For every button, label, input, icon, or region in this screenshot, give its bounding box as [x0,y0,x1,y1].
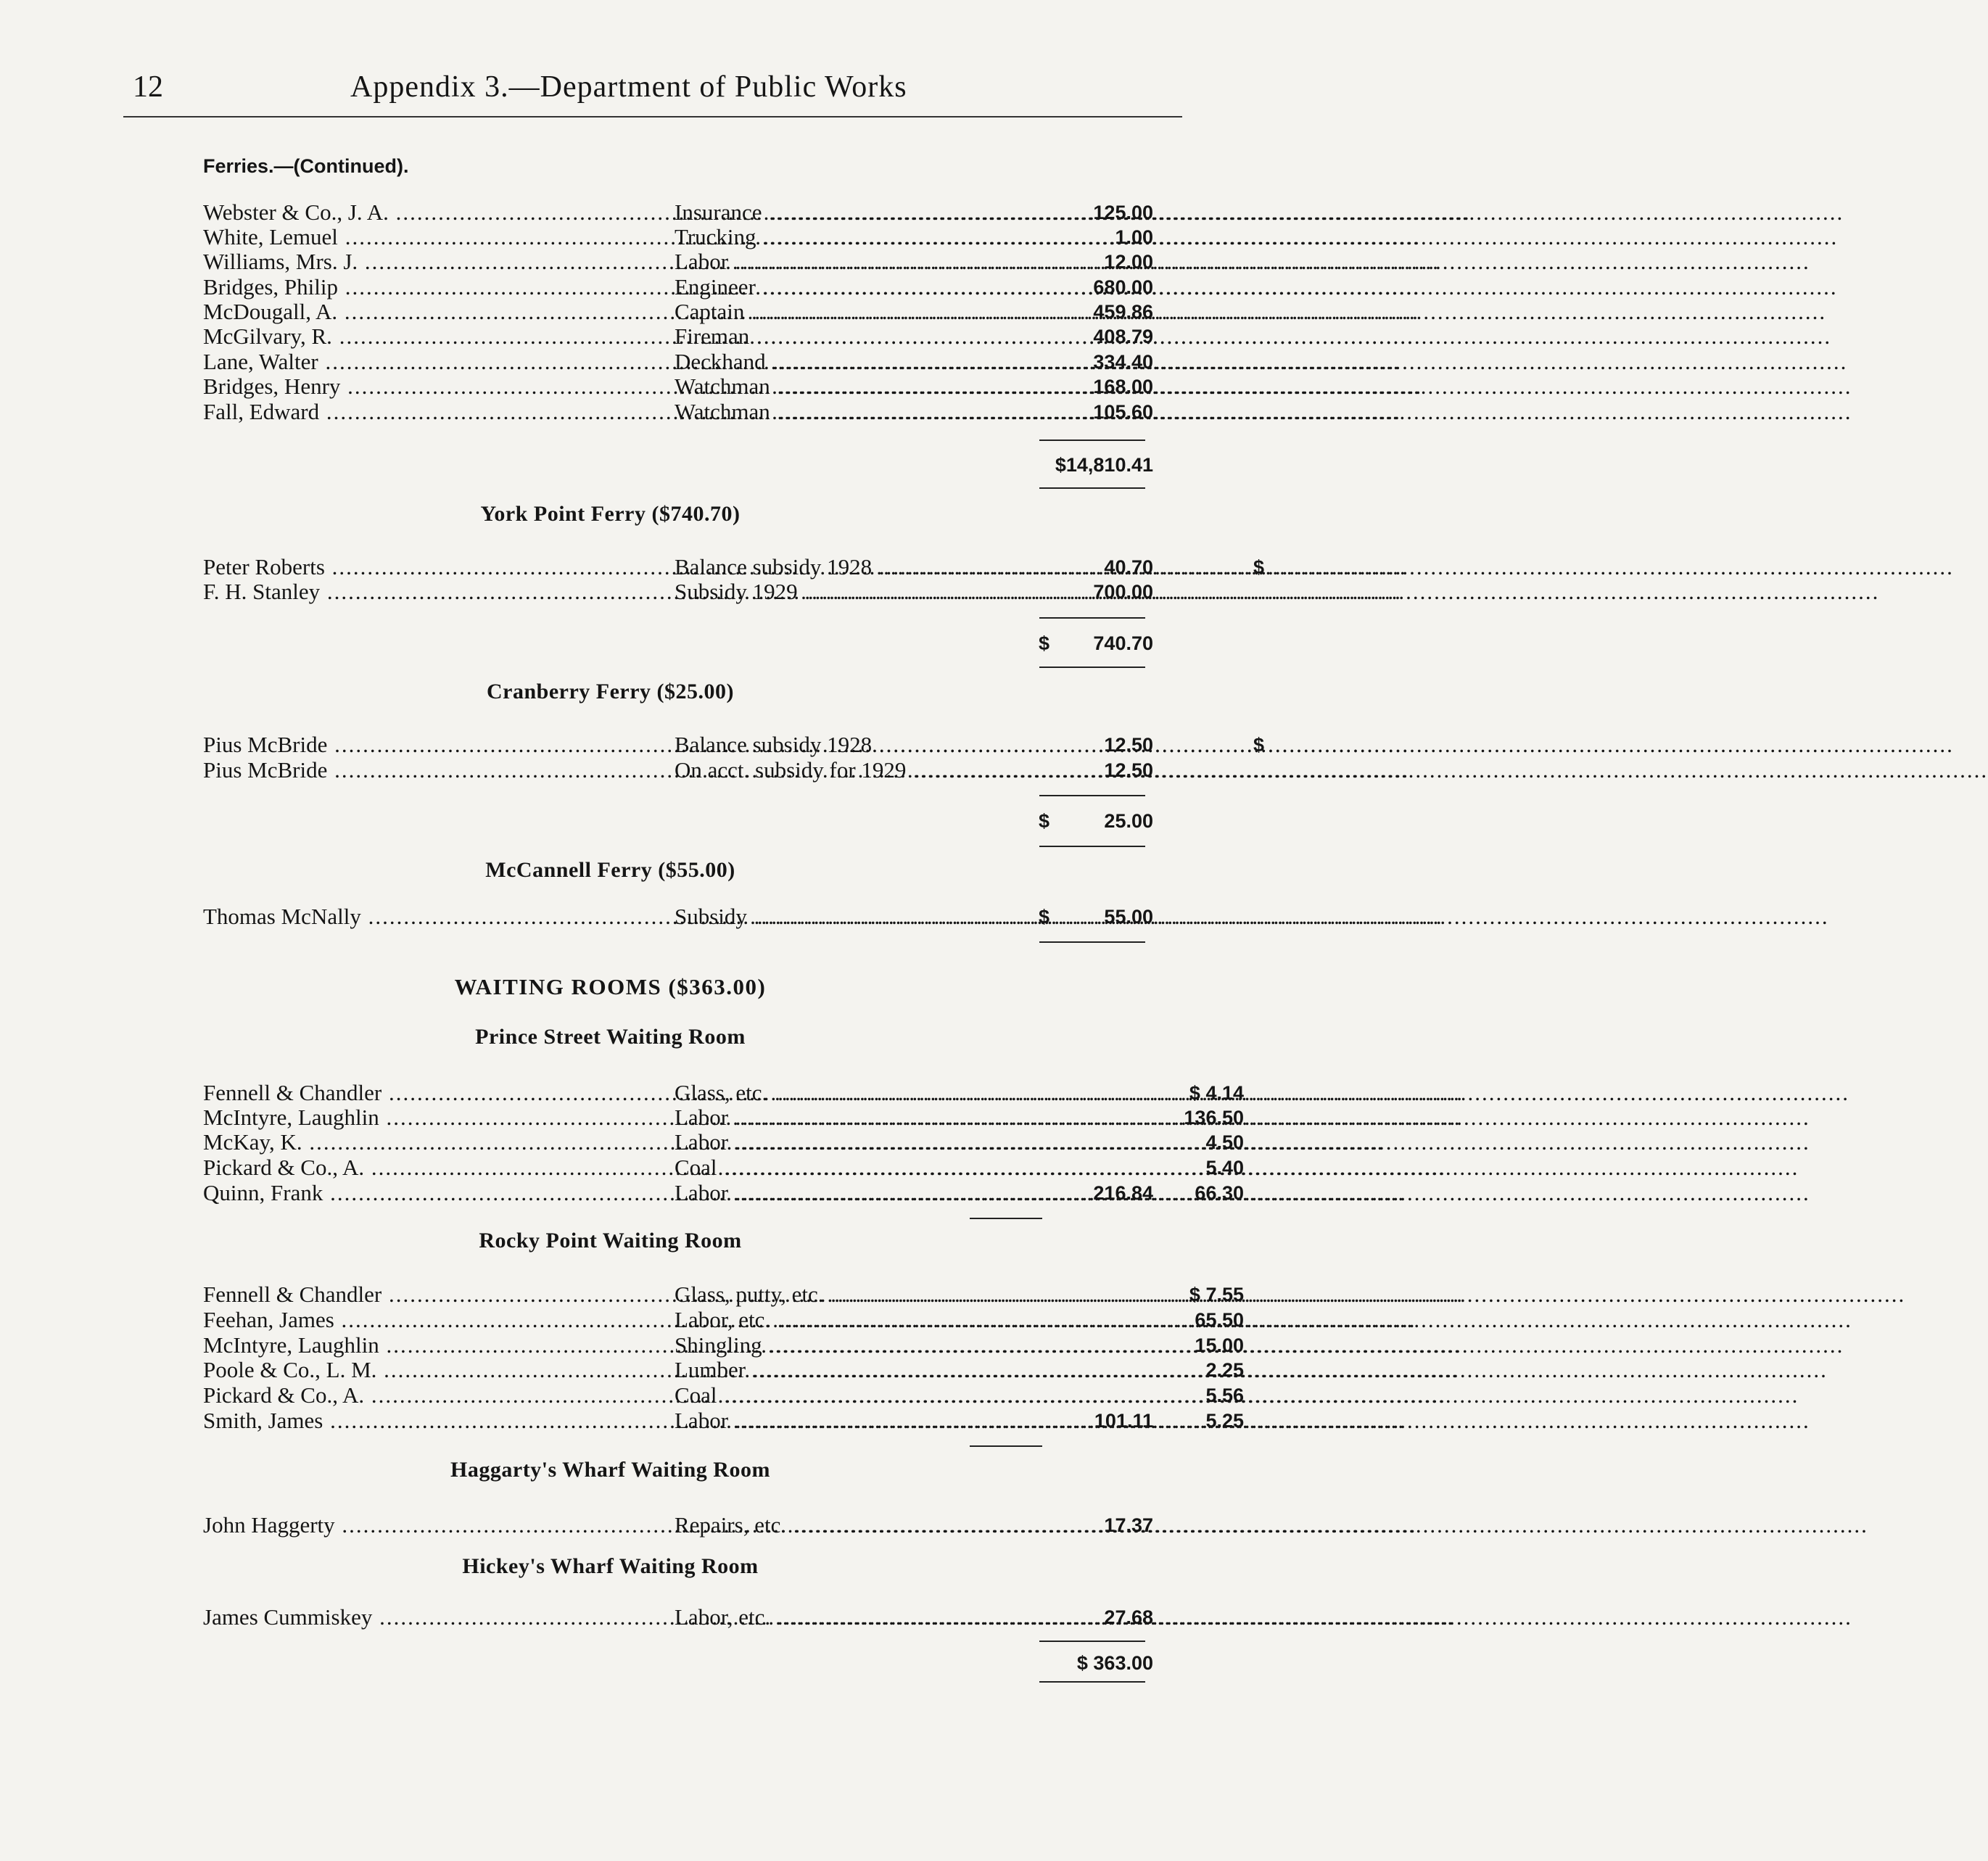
payee-name: McGilvary, R. ..... [203,323,675,350]
table-row [203,298,1153,326]
total-rule [1039,667,1145,668]
heading-mccannell-ferry: McCannell Ferry ($55.00) [485,858,735,882]
payee-name: McDougall, A. ..... [203,298,675,326]
table-row [203,1281,1244,1308]
section-total [203,630,1153,657]
expense-item: Balance subsidy 1928 ..... [675,731,1240,759]
payee-name: McIntyre, Laughlin ..... [203,1332,675,1359]
payee-name: McIntyre, Laughlin ..... [203,1104,675,1131]
payee-name: Fennell & Chandler ..... [203,1079,675,1107]
expense-item: Subsidy 1929 ..... [675,578,1240,606]
payee-name: Pius McBride ..... [203,731,675,759]
table-row [203,731,1265,759]
table-row [203,1332,1244,1359]
expense-item: Insurance ..... [675,199,1240,226]
expense-item: On acct. subsidy for 1929 ..... [675,756,1240,784]
payee-name: Fall, Edward ..... [203,398,675,426]
expense-item: Labor, etc. ..... [675,1306,1153,1334]
page-title: Appendix 3.—Department of Public Works [350,70,907,104]
table-row [203,553,1265,581]
payee-name: Quinn, Frank ..... [203,1179,675,1207]
currency-sign: $ [1253,556,1265,578]
heading-hickeys-wharf-waiting-room: Hickey's Wharf Waiting Room [462,1554,759,1578]
page-number: 12 [133,70,163,104]
expense-item: Deckhand ..... [675,348,1240,376]
subtotal-amount: 101.11 [1094,1410,1153,1432]
table-row [203,1128,1244,1156]
expense-item: Lumber ..... [675,1356,1153,1384]
amount: 408.79 [1093,326,1153,347]
table-row [203,1407,1244,1435]
table-row [203,903,1153,930]
table-row [203,1306,1244,1334]
table-row [203,1104,1244,1131]
table-row [203,1179,1244,1207]
section-total [203,1649,1153,1677]
amount: 168.00 [1093,376,1153,397]
heading-york-point-ferry: York Point Ferry ($740.70) [480,502,741,526]
total-rule [1039,846,1145,847]
table-row [203,1511,1153,1539]
table-row [203,1356,1244,1384]
amount: 700.00 [1093,581,1153,603]
table-row [203,373,1153,400]
payee-name: Bridges, Henry ..... [203,373,675,400]
expense-item: Watchman ..... [675,373,1240,400]
payee-name: Pickard & Co., A. ..... [203,1154,675,1181]
expense-item: Labor ..... [675,1407,1153,1435]
total-rule [1039,617,1145,619]
amount: 1.00 [1115,226,1153,248]
item-amount: 65.50 [1195,1309,1244,1331]
heading-cranberry-ferry: Cranberry Ferry ($25.00) [486,680,735,703]
currency-sign: $ [1253,734,1265,756]
table-row [203,199,1153,226]
heading-haggartys-wharf-waiting-room: Haggarty's Wharf Waiting Room [450,1458,770,1482]
payee-name: Thomas McNally ..... [203,903,675,930]
total-rule [1039,941,1145,943]
table-row [203,223,1153,251]
subtotal-rule [970,1445,1042,1447]
item-amount: $ 4.14 [1189,1082,1244,1104]
expense-item: Balance subsidy 1928 ..... [675,553,1240,581]
section-total [203,451,1153,479]
amount: 680.00 [1093,276,1153,298]
payee-name: John Haggerty ..... [203,1511,675,1539]
item-amount: 5.25 [1205,1410,1244,1432]
payee-name: James Cummiskey ..... [203,1604,675,1631]
total-rule [1039,1641,1145,1642]
item-amount: 5.40 [1205,1157,1244,1179]
expense-item: Captain ..... [675,298,1240,326]
amount: 55.00 [1104,906,1153,928]
table-row [203,1604,1153,1631]
currency-sign: $ [1039,632,1050,654]
table-row [203,578,1153,606]
total-rule [1039,487,1145,489]
expense-item: Watchman ..... [675,398,1240,426]
expense-item: Trucking ..... [675,223,1240,251]
expense-item: Shingling ..... [675,1332,1153,1359]
item-amount: 2.25 [1205,1359,1244,1381]
payee-name: Pickard & Co., A. ..... [203,1382,675,1409]
amount: 105.60 [1093,401,1153,423]
total-rule [1039,1681,1145,1683]
subtotal-amount: 27.68 [1104,1606,1153,1628]
payee-name: Pius McBride ..... [203,756,675,784]
header-rule [123,116,1182,117]
expense-item: Subsidy ..... [675,903,1240,930]
expense-item: Glass, putty, etc. ..... [675,1281,1153,1308]
payee-name: Smith, James ..... [203,1407,675,1435]
running-head [133,70,1170,120]
expense-item: Coal ..... [675,1154,1153,1181]
table-row [203,248,1153,276]
currency-sign: $ [1039,810,1050,832]
expense-item: Labor ..... [675,1104,1153,1131]
amount: 12.00 [1104,251,1153,273]
expense-item: Engineer ..... [675,273,1240,301]
expense-item: Labor ..... [675,1128,1153,1156]
heading-prince-street-waiting-room: Prince Street Waiting Room [475,1025,746,1049]
total-rule [1039,795,1145,796]
amount: 12.50 [1104,734,1153,756]
amount: 12.50 [1104,759,1153,781]
table-row [203,1079,1244,1107]
expense-item: Glass, etc. ..... [675,1079,1153,1107]
table-row [203,273,1153,301]
payee-name: Bridges, Philip ..... [203,273,675,301]
amount: 459.86 [1093,301,1153,323]
currency-sign: $ [1039,906,1050,928]
expense-item: Fireman ..... [675,323,1240,350]
expense-item: Labor, etc. ..... [675,1604,1240,1631]
item-amount: 66.30 [1195,1182,1244,1204]
payee-name: Feehan, James ..... [203,1306,675,1334]
payee-name: Webster & Co., J. A. ..... [203,199,675,226]
expense-item: Labor ..... [675,1179,1153,1207]
table-row [203,348,1153,376]
table-row [203,1382,1244,1409]
payee-name: Lane, Walter ..... [203,348,675,376]
item-amount: 4.50 [1205,1131,1244,1153]
payee-name: McKay, K. ..... [203,1128,675,1156]
expense-item: Repairs, etc. ..... [675,1511,1240,1539]
expense-item: Coal ..... [675,1382,1153,1409]
heading-rocky-point-waiting-room: Rocky Point Waiting Room [479,1229,742,1253]
total-amount: $ 363.00 [1076,1652,1153,1674]
expense-item: Labor ..... [675,248,1240,276]
section-label-ferries-continued: Ferries.—(Continued). [203,155,409,177]
table-row [203,1154,1244,1181]
subtotal-amount: 216.84 [1093,1182,1153,1204]
total-amount: $14,810.41 [1055,454,1153,476]
amount: 334.40 [1093,351,1153,373]
table-row [203,323,1153,350]
payee-name: Peter Roberts ..... [203,553,675,581]
payee-name: F. H. Stanley ..... [203,578,675,606]
subtotal-amount: 17.37 [1104,1514,1153,1536]
heading-waiting-rooms: WAITING ROOMS ($363.00) [454,974,767,999]
payee-name: Fennell & Chandler ..... [203,1281,675,1308]
payee-name: Poole & Co., L. M. ..... [203,1356,675,1384]
payee-name: Williams, Mrs. J. ..... [203,248,675,276]
table-row [203,398,1153,426]
subtotal-rule [970,1218,1042,1219]
table-row [203,756,1153,784]
item-amount: 5.56 [1205,1385,1244,1406]
item-amount: 136.50 [1184,1107,1244,1128]
item-amount: $ 7.55 [1189,1284,1244,1305]
amount: 40.70 [1104,556,1153,578]
item-amount: 15.00 [1195,1334,1244,1356]
total-amount: 25.00 [1104,810,1153,832]
total-amount: 740.70 [1093,632,1153,654]
amount: 125.00 [1093,202,1153,223]
total-rule [1039,440,1145,441]
section-total [203,807,1153,835]
payee-name: White, Lemuel ..... [203,223,675,251]
